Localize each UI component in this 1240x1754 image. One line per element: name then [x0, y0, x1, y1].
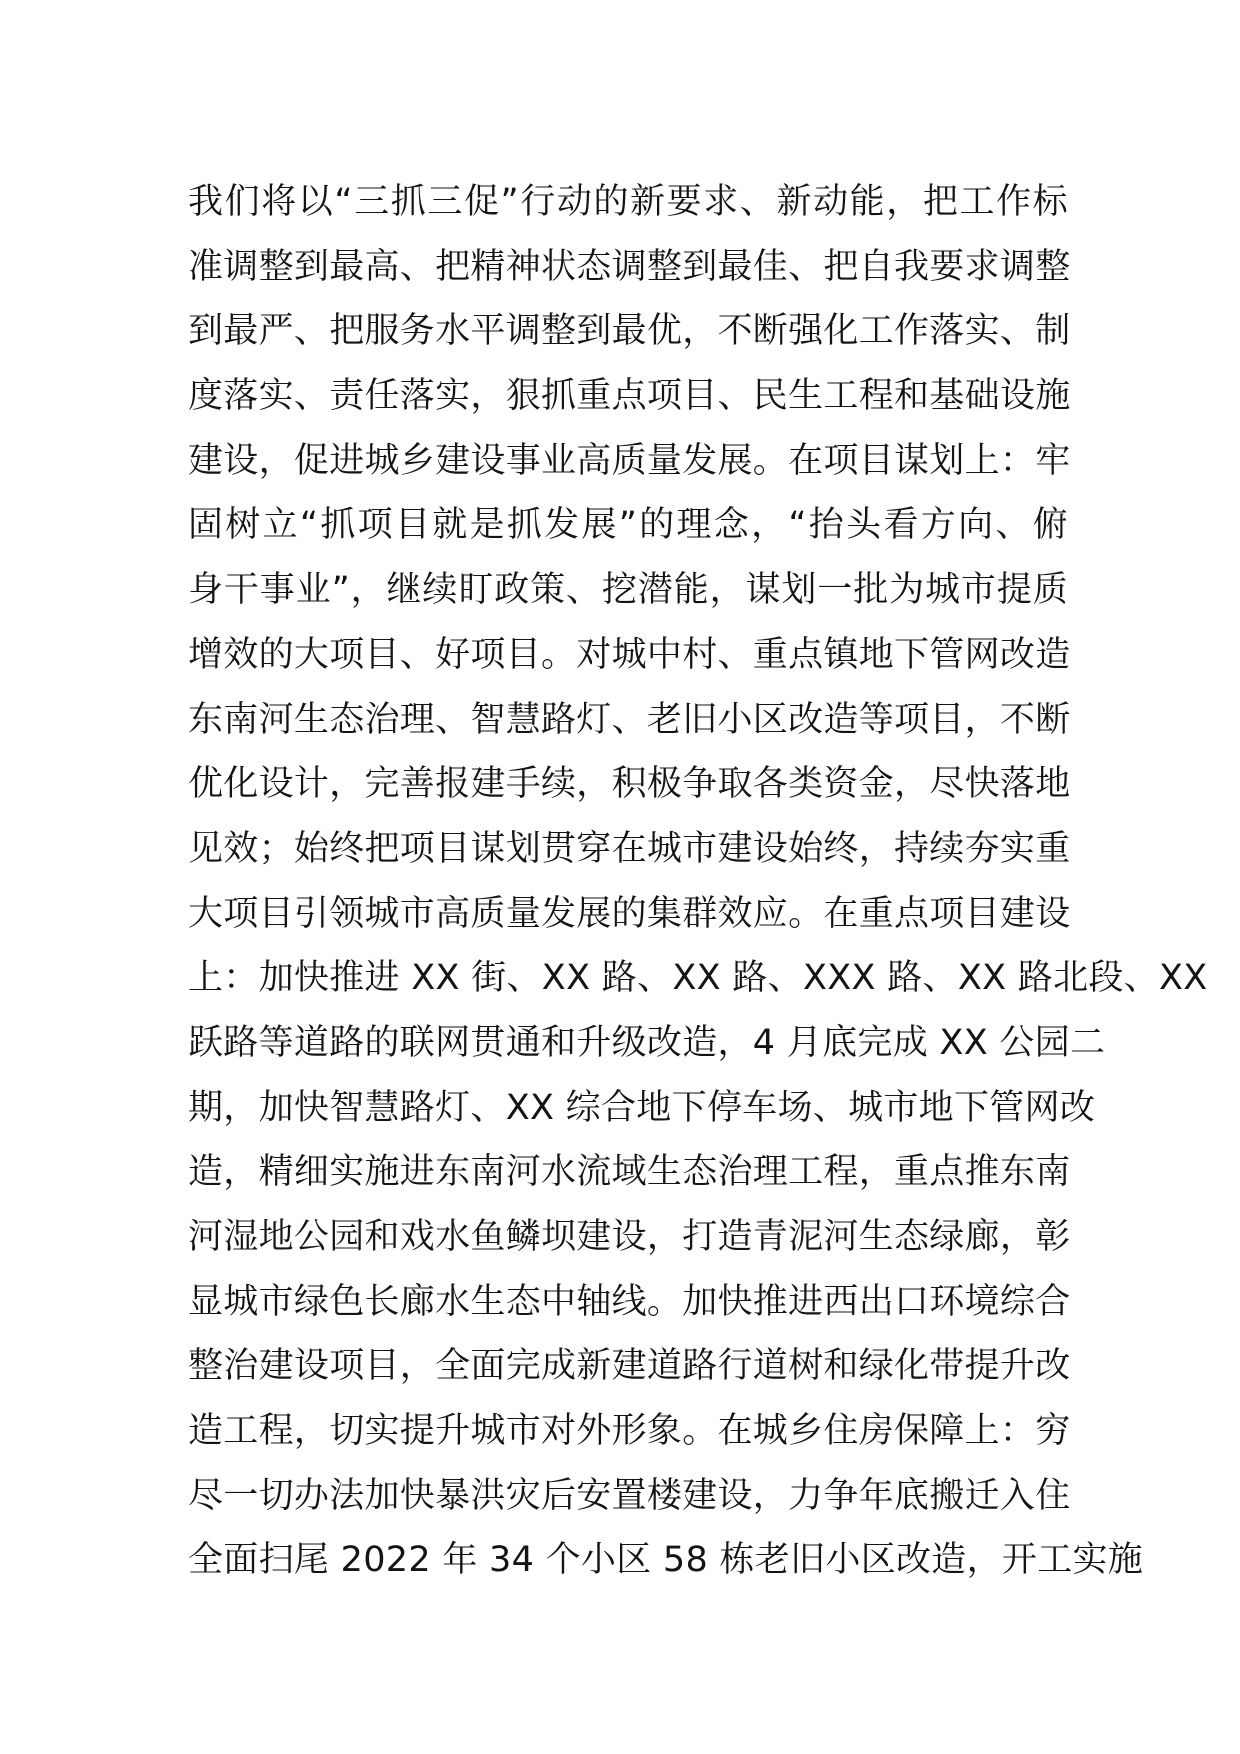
text-line: 固树立“抓项目就是抓发展”的理念，“抬头看方向、俯	[188, 505, 1068, 546]
text-line: 度落实、责任落实，狠抓重点项目、民生工程和基础设施	[188, 376, 1071, 417]
text-line: 东南河生态治理、智慧路灯、老旧小区改造等项目，不断	[188, 699, 1071, 740]
text-line: 显城市绿色长廊水生态中轴线。加快推进西出口环境综合	[188, 1281, 1071, 1322]
text-line: 优化设计，完善报建手续，积极争取各类资金，尽快落地	[188, 764, 1071, 805]
text-line: 造，精细实施进东南河水流域生态治理工程，重点推东南	[188, 1152, 1071, 1193]
text-line: 我们将以“三抓三促”行动的新要求、新动能，把工作标	[188, 182, 1068, 222]
text-line: 全面扫尾 2022 年 34 个小区 58 栋老旧小区改造，开工实施	[188, 1540, 1144, 1581]
text-line: 期，加快智慧路灯、XX 综合地下停车场、城市地下管网改	[188, 1087, 1096, 1128]
text-line: 身干事业”，继续盯政策、挖潜能，谋划一批为城市提质	[188, 570, 1068, 611]
text-line: 上：加快推进 XX 街、XX 路、XX 路、XXX 路、XX 路北段、XX	[188, 958, 1208, 999]
text-line: 河湿地公园和戏水鱼鳞坝建设，打造青泥河生态绿廊，彰	[188, 1217, 1071, 1257]
text-line: 尽一切办法加快暴洪灾后安置楼建设，力争年底搬迁入住	[188, 1475, 1071, 1516]
text-line: 整治建设项目，全面完成新建道路行道树和绿化带提升改	[188, 1346, 1071, 1387]
text-line: 跃路等道路的联网贯通和升级改造，4 月底完成 XX 公园二	[188, 1022, 1106, 1063]
text-line: 见效；始终把项目谋划贯穿在城市建设始终，持续夯实重	[188, 828, 1071, 869]
text-line: 大项目引领城市高质量发展的集群效应。在重点项目建设	[188, 893, 1071, 934]
text-line: 增效的大项目、好项目。对城中村、重点镇地下管网改造	[188, 634, 1071, 675]
text-line: 建设，促进城乡建设事业高质量发展。在项目谋划上：牢	[188, 440, 1071, 481]
text-line: 到最严、把服务水平调整到最优，不断强化工作落实、制	[188, 311, 1071, 352]
text-line: 准调整到最高、把精神状态调整到最佳、把自我要求调整	[188, 246, 1071, 287]
text-line: 造工程，切实提升城市对外形象。在城乡住房保障上：穷	[188, 1411, 1071, 1452]
body-paragraph	[188, 170, 1208, 1593]
